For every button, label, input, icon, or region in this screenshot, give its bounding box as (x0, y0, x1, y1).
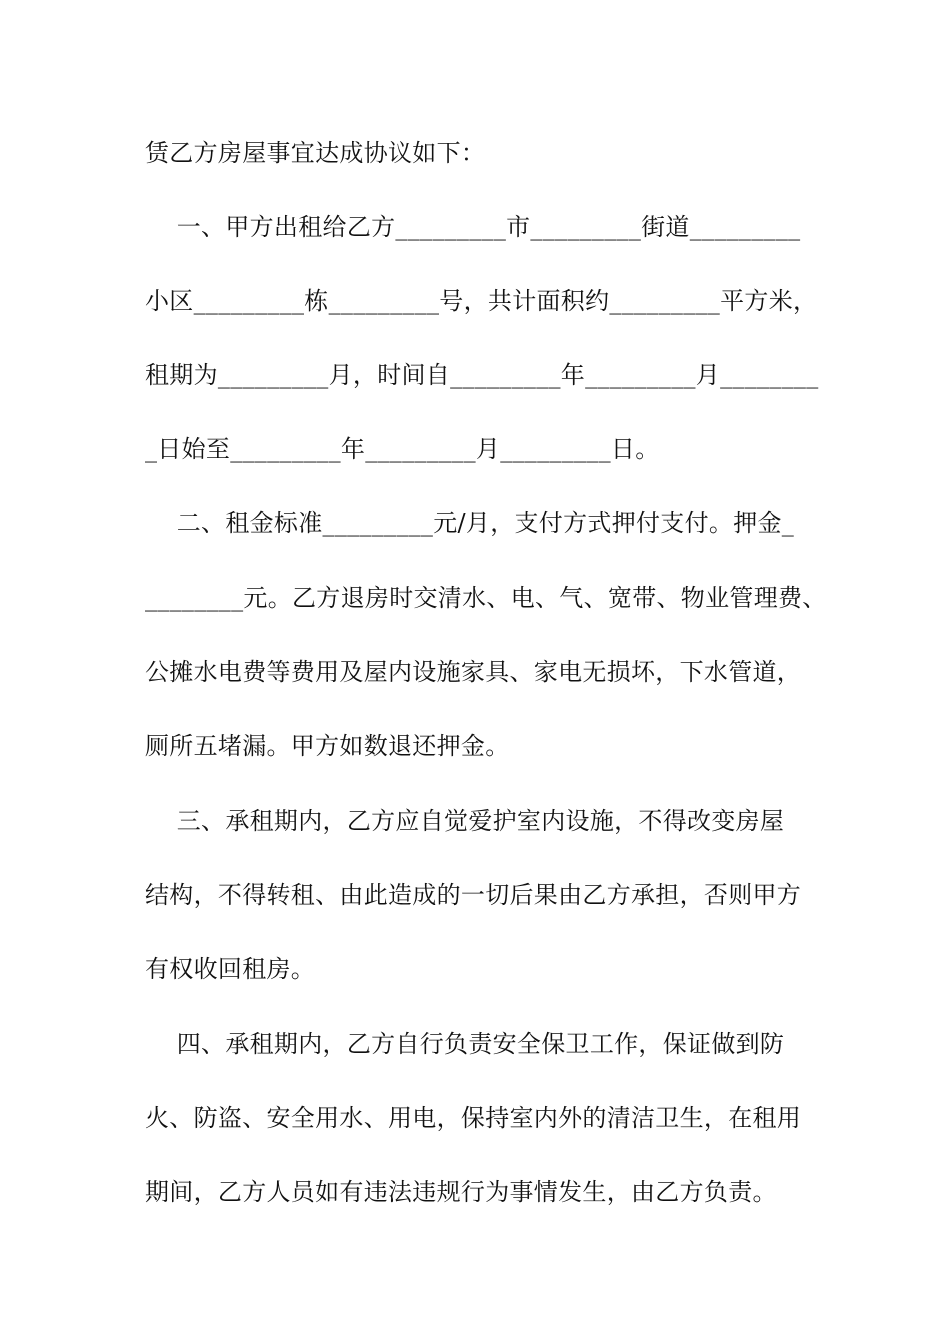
text-line: 四、承租期内，乙方自行负责安全保卫工作，保证做到防 (145, 1030, 785, 1058)
text-line: 三、承租期内，乙方应自觉爱护室内设施，不得改变房屋 (145, 807, 785, 835)
text-line: 小区_________栋_________号，共计面积约_________平方米， (145, 287, 818, 315)
text-line: 赁乙方房屋事宜达成协议如下： (145, 139, 486, 167)
text-line: 结构，不得转租、由此造成的一切后果由乙方承担，否则甲方 (145, 881, 802, 909)
text-line: 有权收回租房。 (145, 955, 316, 983)
text-line: 一、甲方出租给乙方_________市_________街道_________ (145, 213, 801, 241)
text-line: 公摊水电费等费用及屋内设施家具、家电无损坏，下水管道， (145, 658, 802, 686)
text-line: _日始至_________年_________月_________日。 (145, 435, 660, 463)
text-line: ________元。乙方退房时交清水、电、气、宽带、物业管理费、 (145, 584, 827, 612)
text-line: 期间，乙方人员如有违法违规行为事情发生，由乙方负责。 (145, 1178, 777, 1206)
text-line: 二、租金标准_________元/月，支付方式押付支付。押金_ (145, 509, 795, 537)
text-line: 租期为_________月，时间自_________年_________月________ (145, 361, 819, 389)
text-line: 火、防盗、安全用水、用电，保持室内外的清洁卫生，在租用 (145, 1104, 802, 1132)
text-line: 厕所五堵漏。甲方如数退还押金。 (145, 732, 510, 760)
